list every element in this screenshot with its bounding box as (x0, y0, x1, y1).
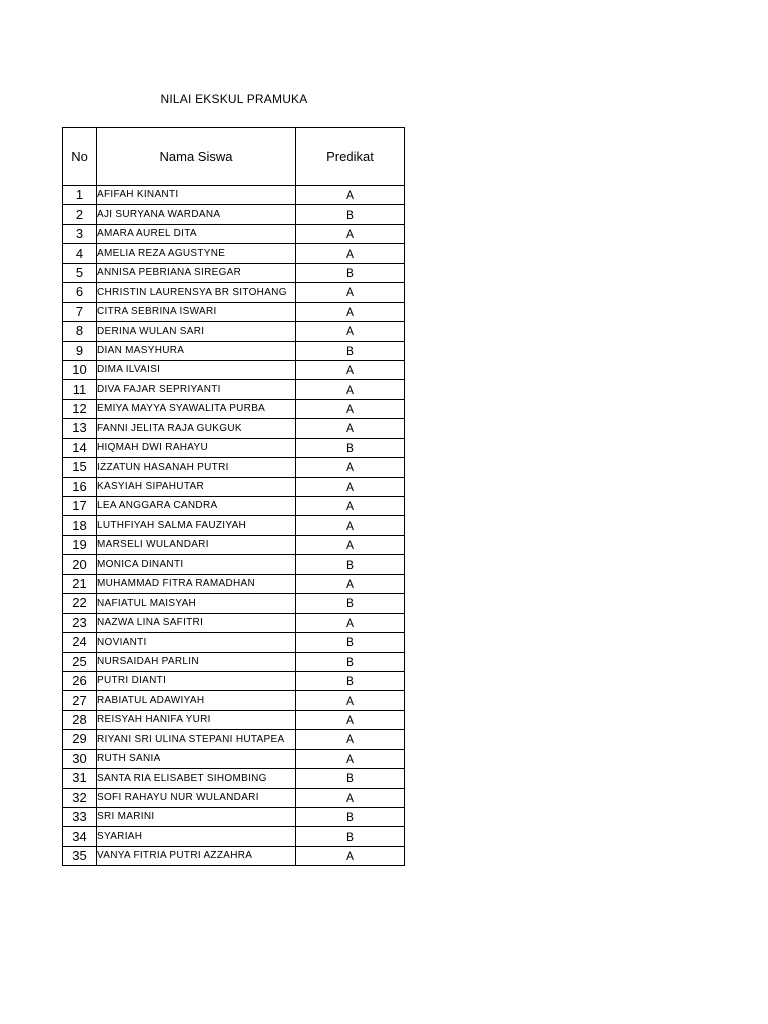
table-row (63, 477, 405, 496)
row-number: 23 (63, 613, 97, 632)
table-row (63, 535, 405, 554)
table-row (63, 322, 405, 341)
grade-value: B (296, 438, 405, 457)
student-name: EMIYA MAYYA SYAWALITA PURBA (97, 399, 296, 418)
grade-value: A (296, 730, 405, 749)
table-row (63, 808, 405, 827)
student-name: FANNI JELITA RAJA GUKGUK (97, 419, 296, 438)
row-number: 26 (63, 671, 97, 690)
table-row (63, 302, 405, 321)
grade-value: A (296, 380, 405, 399)
row-number: 35 (63, 846, 97, 865)
student-name: ANNISA PEBRIANA SIREGAR (97, 263, 296, 282)
row-number: 31 (63, 769, 97, 788)
grade-value: A (296, 302, 405, 321)
row-number: 25 (63, 652, 97, 671)
document-title: NILAI EKSKUL PRAMUKA (160, 92, 308, 106)
grade-value: A (296, 283, 405, 302)
table-row (63, 224, 405, 243)
grade-value: A (296, 710, 405, 729)
student-name: NAFIATUL MAISYAH (97, 594, 296, 613)
grade-value: B (296, 633, 405, 652)
row-number: 14 (63, 438, 97, 457)
row-number: 9 (63, 341, 97, 360)
row-number: 33 (63, 808, 97, 827)
row-number: 32 (63, 788, 97, 807)
grade-value: B (296, 652, 405, 671)
table-row (63, 458, 405, 477)
grade-value: A (296, 749, 405, 768)
grade-value: A (296, 322, 405, 341)
student-name: DIVA FAJAR SEPRIYANTI (97, 380, 296, 399)
table-row (63, 730, 405, 749)
student-name: MARSELI WULANDARI (97, 535, 296, 554)
table-row (63, 671, 405, 690)
grade-value: B (296, 205, 405, 224)
grade-value: B (296, 555, 405, 574)
student-name: AJI SURYANA WARDANA (97, 205, 296, 224)
student-name: RUTH SANIA (97, 749, 296, 768)
table-row (63, 419, 405, 438)
row-number: 16 (63, 477, 97, 496)
grades-table (62, 127, 405, 866)
column-header-grade: Predikat (296, 128, 405, 186)
student-name: MONICA DINANTI (97, 555, 296, 574)
student-name: CITRA SEBRINA ISWARI (97, 302, 296, 321)
row-number: 6 (63, 283, 97, 302)
table-row (63, 399, 405, 418)
student-name: SANTA RIA ELISABET SIHOMBING (97, 769, 296, 788)
row-number: 30 (63, 749, 97, 768)
row-number: 28 (63, 710, 97, 729)
row-number: 27 (63, 691, 97, 710)
grade-value: A (296, 186, 405, 205)
grade-value: A (296, 613, 405, 632)
table-row (63, 710, 405, 729)
table-row (63, 244, 405, 263)
table-row (63, 594, 405, 613)
grade-value: A (296, 458, 405, 477)
student-name: NURSAIDAH PARLIN (97, 652, 296, 671)
grade-value: A (296, 788, 405, 807)
row-number: 18 (63, 516, 97, 535)
table-row (63, 341, 405, 360)
table-row (63, 691, 405, 710)
grade-value: B (296, 594, 405, 613)
grade-value: B (296, 808, 405, 827)
student-name: NAZWA LINA SAFITRI (97, 613, 296, 632)
table-row (63, 846, 405, 865)
table-body (63, 186, 405, 866)
row-number: 8 (63, 322, 97, 341)
table-row (63, 360, 405, 379)
row-number: 22 (63, 594, 97, 613)
row-number: 4 (63, 244, 97, 263)
table-row (63, 497, 405, 516)
row-number: 15 (63, 458, 97, 477)
row-number: 3 (63, 224, 97, 243)
row-number: 5 (63, 263, 97, 282)
student-name: RABIATUL ADAWIYAH (97, 691, 296, 710)
table-row (63, 555, 405, 574)
row-number: 20 (63, 555, 97, 574)
grade-value: B (296, 263, 405, 282)
table-row (63, 633, 405, 652)
table-header-row (63, 128, 405, 186)
grade-value: A (296, 691, 405, 710)
grade-value: A (296, 399, 405, 418)
grade-value: A (296, 244, 405, 263)
grade-value: A (296, 535, 405, 554)
student-name: CHRISTIN LAURENSYA BR SITOHANG (97, 283, 296, 302)
student-name: SRI MARINI (97, 808, 296, 827)
student-name: SOFI RAHAYU NUR WULANDARI (97, 788, 296, 807)
grade-value: A (296, 497, 405, 516)
table-row (63, 516, 405, 535)
student-name: NOVIANTI (97, 633, 296, 652)
grade-value: A (296, 516, 405, 535)
grade-value: A (296, 477, 405, 496)
student-name: AMELIA REZA AGUSTYNE (97, 244, 296, 263)
row-number: 11 (63, 380, 97, 399)
student-name: DIAN MASYHURA (97, 341, 296, 360)
student-name: DIMA ILVAISI (97, 360, 296, 379)
grade-value: B (296, 341, 405, 360)
grade-value: A (296, 846, 405, 865)
table-row (63, 769, 405, 788)
row-number: 21 (63, 574, 97, 593)
grade-value: B (296, 671, 405, 690)
table-row (63, 205, 405, 224)
student-name: AMARA AUREL DITA (97, 224, 296, 243)
row-number: 1 (63, 186, 97, 205)
student-name: DERINA WULAN SARI (97, 322, 296, 341)
row-number: 7 (63, 302, 97, 321)
row-number: 29 (63, 730, 97, 749)
student-name: IZZATUN HASANAH PUTRI (97, 458, 296, 477)
table-row (63, 749, 405, 768)
table-row (63, 652, 405, 671)
grade-value: A (296, 419, 405, 438)
grade-value: B (296, 769, 405, 788)
grade-value: A (296, 224, 405, 243)
row-number: 10 (63, 360, 97, 379)
table-row (63, 263, 405, 282)
student-name: AFIFAH KINANTI (97, 186, 296, 205)
row-number: 19 (63, 535, 97, 554)
student-name: LUTHFIYAH SALMA FAUZIYAH (97, 516, 296, 535)
table-row (63, 788, 405, 807)
grade-value: A (296, 574, 405, 593)
student-name: MUHAMMAD FITRA RAMADHAN (97, 574, 296, 593)
table-row (63, 574, 405, 593)
student-name: HIQMAH DWI RAHAYU (97, 438, 296, 457)
student-name: REISYAH HANIFA YURI (97, 710, 296, 729)
grade-value: A (296, 360, 405, 379)
student-name: LEA ANGGARA CANDRA (97, 497, 296, 516)
student-name: PUTRI DIANTI (97, 671, 296, 690)
column-header-student-name: Nama Siswa (97, 128, 296, 186)
row-number: 34 (63, 827, 97, 846)
table-row (63, 438, 405, 457)
table-row (63, 186, 405, 205)
row-number: 13 (63, 419, 97, 438)
table-row (63, 380, 405, 399)
row-number: 24 (63, 633, 97, 652)
student-name: SYARIAH (97, 827, 296, 846)
student-name: KASYIAH SIPAHUTAR (97, 477, 296, 496)
row-number: 17 (63, 497, 97, 516)
column-header-no: No (63, 128, 97, 186)
table-row (63, 827, 405, 846)
student-name: RIYANI SRI ULINA STEPANI HUTAPEA (97, 730, 296, 749)
student-name: VANYA FITRIA PUTRI AZZAHRA (97, 846, 296, 865)
row-number: 2 (63, 205, 97, 224)
row-number: 12 (63, 399, 97, 418)
table-row (63, 613, 405, 632)
table-row (63, 283, 405, 302)
grade-value: B (296, 827, 405, 846)
